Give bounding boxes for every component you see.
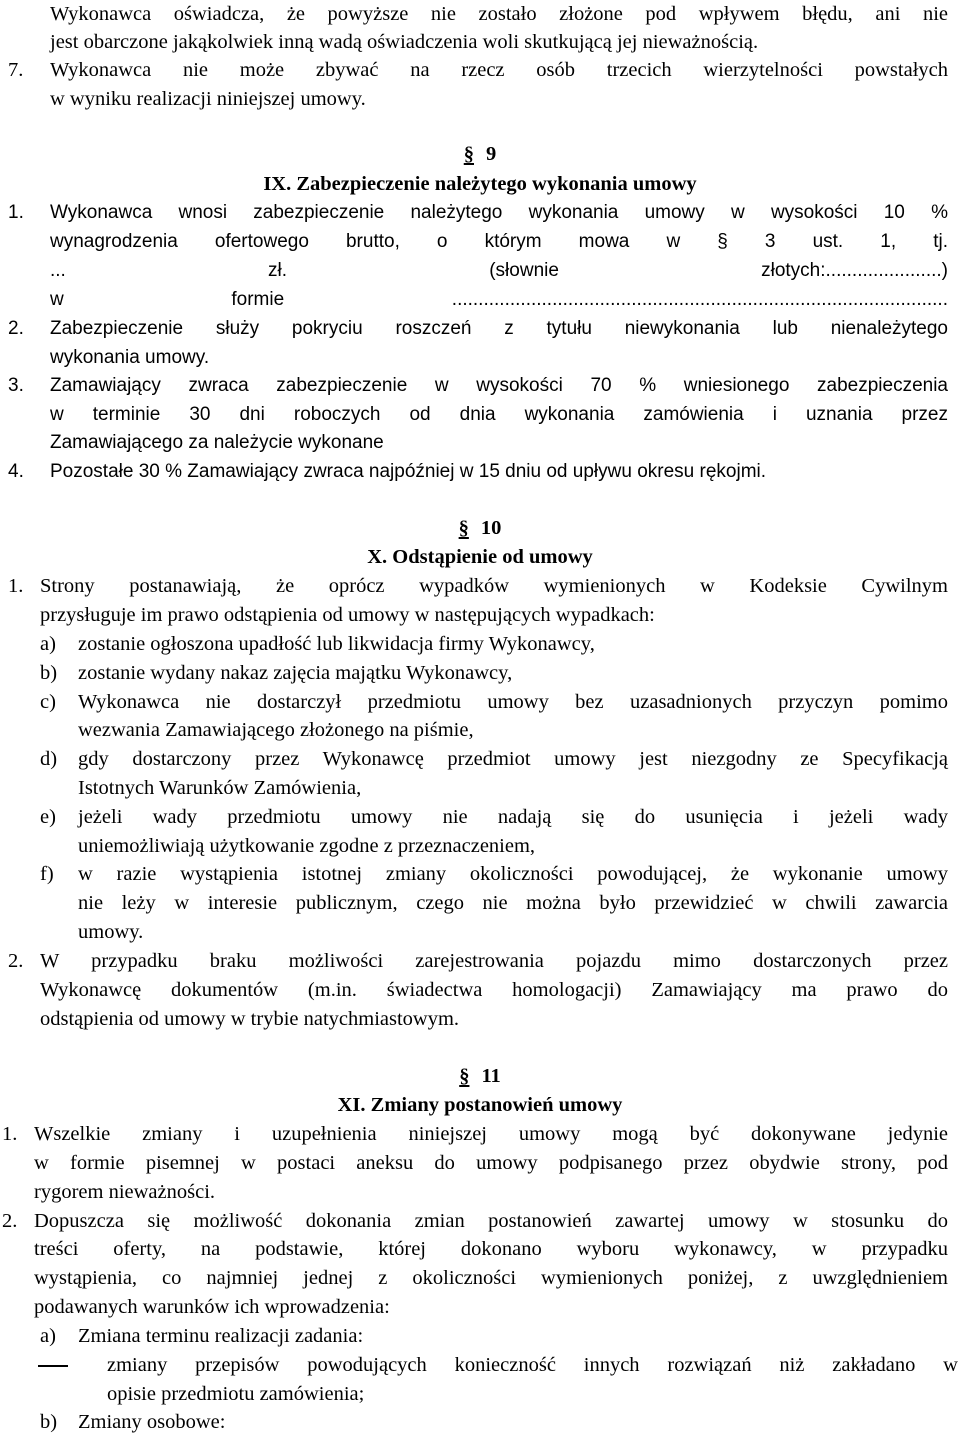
list-letter: b) [40, 1411, 58, 1433]
body-text-line: Pozostałe 30 % Zamawiający zwraca najpóźniej w 15 dniu od upływu okresu rękojmi. [50, 461, 767, 482]
list-number: 4. [8, 461, 24, 482]
body-text-line: treści oferty, na podstawie, której dokonano wyboru wykonawcy, w przypadku [34, 1238, 948, 1260]
list-number: 2. [2, 1210, 18, 1232]
list-number: 1. [2, 1123, 18, 1145]
list-number: 2. [8, 950, 24, 972]
body-text-line: wykonania umowy. [50, 347, 210, 368]
body-text-line: W przypadku braku możliwości zarejestrowania pojazdu mimo dostarczonych przez [40, 950, 948, 972]
body-text-line: rygorem nieważności. [34, 1181, 216, 1203]
section-number: § 9 [463, 143, 497, 165]
body-text-line: Wykonawca nie dostarczył przedmiotu umowy bez uzasadnionych przyczyn pomimo [78, 691, 948, 713]
body-text-line: podawanych warunków ich wprowadzenia: [34, 1296, 390, 1318]
list-letter: a) [40, 633, 56, 655]
body-text-line: w formie pisemnej w postaci aneksu do umowy podpisanego przez obydwie strony, pod [34, 1152, 948, 1174]
body-text-line: Wszelkie zmiany i uzupełnienia niniejszej umowy mogą być dokonywane jedynie [34, 1123, 948, 1145]
body-text-line: w wyniku realizacji niniejszej umowy. [50, 88, 366, 110]
body-text-line: Wykonawca nie może zbywać na rzecz osób trzecich wierzytelności powstałych [50, 59, 948, 81]
section-number: § 10 [458, 517, 502, 539]
body-text-line: Istotnych Warunków Zamówienia, [78, 777, 362, 799]
body-text-line: Zmiany osobowe: [78, 1411, 226, 1433]
list-letter: a) [40, 1325, 56, 1347]
section-number: § 11 [459, 1065, 501, 1087]
body-text-line: zostanie ogłoszona upadłość lub likwidacja firmy Wykonawcy, [78, 633, 595, 655]
list-number: 1. [8, 575, 24, 597]
body-text-line: Zmiana terminu realizacji zadania: [78, 1325, 364, 1347]
paragraph-sign-icon: § [463, 143, 474, 165]
dash-bullet-icon [38, 1365, 68, 1367]
section-heading: IX. Zabezpieczenie należytego wykonania umowy [263, 173, 697, 195]
body-text-line: ... zł. (słownie złotych:......................) [50, 260, 948, 281]
list-number: 7. [8, 59, 24, 81]
body-text-line: Zamawiający zwraca zabezpieczenie w wysokości 70 % wniesionego zabezpieczenia [50, 375, 948, 396]
body-text-line: nie leży w interesie publicznym, czego nie można było przewidzieć w chwili zawarcia [78, 892, 948, 914]
list-letter: b) [40, 662, 58, 684]
body-text-line: w terminie 30 dni roboczych od dnia wykonania zamówienia i uznania przez [50, 404, 948, 425]
body-text-line: zmiany przepisów powodujących konieczność innych rozwiązań niż zakładano w [107, 1354, 958, 1376]
body-text-line: wystąpienia, co najmniej jednej z okoliczności wymienionych poniżej, z uwzględnieniem [34, 1267, 948, 1289]
body-text-line: jest obarczone jakąkolwiek inną wadą oświadczenia woli skutkującą jej nieważnością. [50, 31, 759, 53]
body-text-line: zostanie wydany nakaz zajęcia majątku Wykonawcy, [78, 662, 513, 684]
body-text-line: Strony postanawiają, że oprócz wypadków wymienionych w Kodeksie Cywilnym [40, 575, 948, 597]
body-text-line: Zabezpieczenie służy pokryciu roszczeń z tytułu niewykonania lub nienależytego [50, 318, 948, 339]
list-number: 1. [8, 202, 24, 223]
body-text-line: Wykonawca oświadcza, że powyższe nie zostało złożone pod wpływem błędu, ani nie [50, 3, 948, 25]
body-text-line: opisie przedmiotu zamówienia; [107, 1383, 365, 1405]
body-text-line: gdy dostarczony przez Wykonawcę przedmiot umowy jest niezgodny ze Specyfikacją [78, 748, 948, 770]
body-text-line: umowy. [78, 921, 144, 943]
body-text-line: wynagrodzenia ofertowego brutto, o którym mowa w § 3 ust. 1, tj. [50, 231, 948, 252]
list-number: 2. [8, 318, 24, 339]
section-heading: X. Odstąpienie od umowy [367, 546, 593, 568]
body-text-line: przysługuje im prawo odstąpienia od umowy w następujących wypadkach: [40, 604, 655, 626]
paragraph-sign-icon: § [458, 517, 469, 539]
list-letter: e) [40, 806, 56, 828]
body-text-line: wezwania Zamawiającego złożonego na piśmie, [78, 719, 474, 741]
body-text-line: jeżeli wady przedmiotu umowy nie nadają się do usunięcia i jeżeli wady [78, 806, 948, 828]
section-heading: XI. Zmiany postanowień umowy [337, 1094, 623, 1116]
body-text-line: Wykonawca wnosi zabezpieczenie należytego wykonania umowy w wysokości 10 % [50, 202, 948, 223]
list-number: 3. [8, 375, 24, 396]
body-text-line: Zamawiającego za należycie wykonane [50, 432, 384, 453]
body-text-line: Dopuszcza się możliwość dokonania zmian postanowień zawartej umowy w stosunku do [34, 1210, 948, 1232]
body-text-line: w razie wystąpienia istotnej zmiany okoliczności powodującej, że wykonanie umowy [78, 863, 948, 885]
body-text-line: w formie .............................................................................................. [50, 289, 948, 310]
body-text-line: Wykonawcę dokumentów (m.in. świadectwa homologacji) Zamawiający ma prawo do [40, 979, 948, 1001]
body-text-line: uniemożliwiają użytkowanie zgodne z przeznaczeniem, [78, 835, 536, 857]
paragraph-sign-icon: § [459, 1065, 470, 1087]
list-letter: d) [40, 748, 58, 770]
list-letter: f) [40, 863, 54, 885]
body-text-line: odstąpienia od umowy w trybie natychmiastowym. [40, 1008, 460, 1030]
list-letter: c) [40, 691, 56, 713]
